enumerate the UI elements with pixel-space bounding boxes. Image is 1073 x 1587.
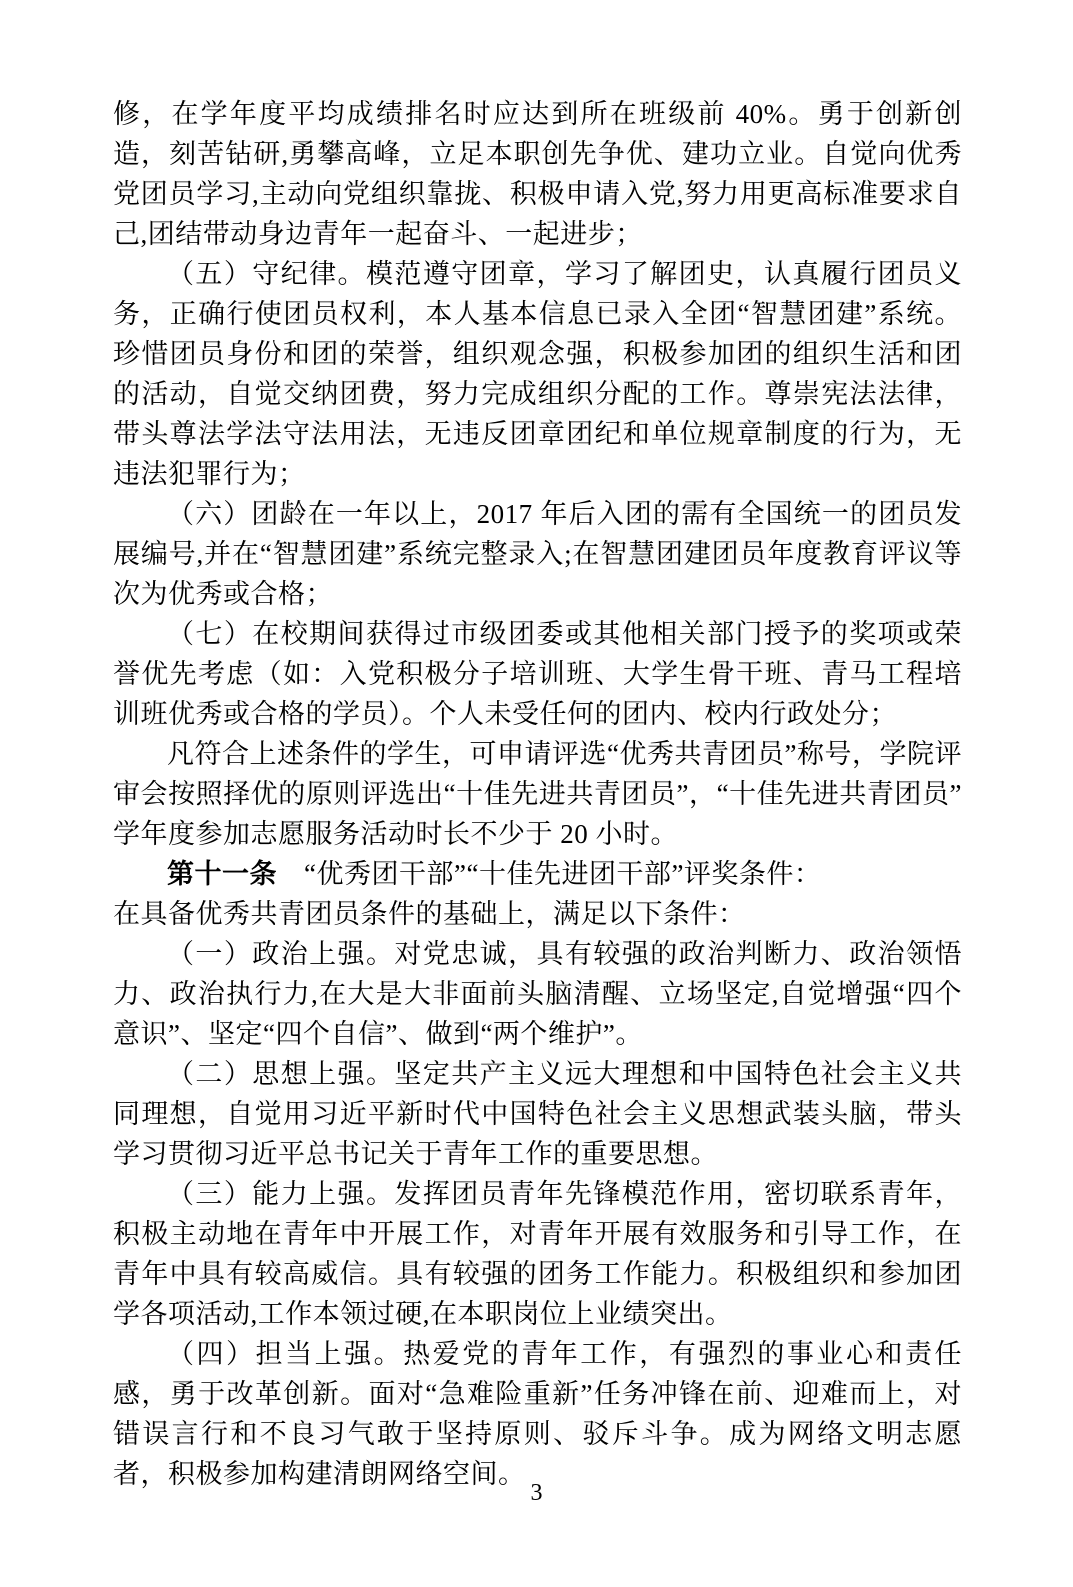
- paragraph-item-4: [113, 1334, 962, 1494]
- paragraph-text: （一）政治上强。对党忠诚，具有较强的政治判断力、政治领悟力、政治执行力,在大是大非面前头脑清醒、立场坚定,自觉增强“四个意识”、坚定“四个自信”、做到“两个维护”。: [113, 939, 962, 1049]
- paragraph-item-1: [113, 934, 962, 1054]
- paragraph-text: （五）守纪律。模范遵守团章，学习了解团史，认真履行团员义务，正确行使团员权利，本人基本信息已录入全团“智慧团建”系统。珍惜团员身份和团的荣誉，组织观念强，积极参加团的组织生活和团的活动，自觉交纳团费，努力完成组织分配的工作。尊崇宪法法律，带头尊法学法守法用法，无违反团章团纪和单位规章制度的行为，无违法犯罪行为；: [113, 259, 962, 489]
- paragraph-item-5: [113, 254, 962, 494]
- paragraph-item-6: [113, 494, 962, 614]
- paragraph-text: （二）思想上强。坚定共产主义远大理想和中国特色社会主义共同理想，自觉用习近平新时代中国特色社会主义思想武装头脑，带头学习贯彻习近平总书记关于青年工作的重要思想。: [113, 1059, 962, 1169]
- paragraph-item-2: [113, 1054, 962, 1174]
- paragraph-summary: [113, 734, 962, 854]
- paragraph-precondition: [113, 894, 962, 934]
- paragraph-item-7: [113, 614, 962, 734]
- paragraph-text: 凡符合上述条件的学生，可申请评选“优秀共青团员”称号，学院评审会按照择优的原则评选出“十佳先进共青团员”，“十佳先进共青团员”学年度参加志愿服务活动时长不少于 20 小时。: [113, 739, 962, 849]
- paragraph-text: 在具备优秀共青团员条件的基础上，满足以下条件：: [113, 899, 746, 929]
- paragraph-text: （七）在校期间获得过市级团委或其他相关部门授予的奖项或荣誉优先考虑（如：入党积极分子培训班、大学生骨干班、青马工程培训班优秀或合格的学员）。个人未受任何的团内、校内行政处分；: [113, 619, 962, 729]
- document-body: [113, 94, 962, 1494]
- page-number: 3: [530, 1480, 543, 1506]
- paragraph-text: “优秀团干部”“十佳先进团干部”评奖条件：: [304, 859, 822, 889]
- paragraph-text: 修，在学年度平均成绩排名时应达到所在班级前 40%。勇于创新创造，刻苦钻研,勇攀高峰，立足本职创先争优、建功立业。自觉向优秀党团员学习,主动向党组织靠拢、积极申请入党,努力用更高标准要求自己,团结带动身边青年一起奋斗、一起进步；: [113, 99, 962, 249]
- paragraph-text: （三）能力上强。发挥团员青年先锋模范作用，密切联系青年，积极主动地在青年中开展工作，对青年开展有效服务和引导工作，在青年中具有较高威信。具有较强的团务工作能力。积极组织和参加团学各项活动,工作本领过硬,在本职岗位上业绩突出。: [113, 1179, 962, 1329]
- paragraph-article-11: [113, 854, 962, 894]
- paragraph-continuation: [113, 94, 962, 254]
- page-footer: [0, 1478, 1073, 1508]
- clause-number: 第十一条: [167, 859, 277, 889]
- paragraph-item-3: [113, 1174, 962, 1334]
- paragraph-text: （六）团龄在一年以上，2017 年后入团的需有全国统一的团员发展编号,并在“智慧团建”系统完整录入;在智慧团建团员年度教育评议等次为优秀或合格；: [113, 499, 962, 609]
- paragraph-text: （四）担当上强。热爱党的青年工作，有强烈的事业心和责任感，勇于改革创新。面对“急难险重新”任务冲锋在前、迎难而上，对错误言行和不良习气敢于坚持原则、驳斥斗争。成为网络文明志愿者，积极参加构建清朗网络空间。: [113, 1339, 962, 1489]
